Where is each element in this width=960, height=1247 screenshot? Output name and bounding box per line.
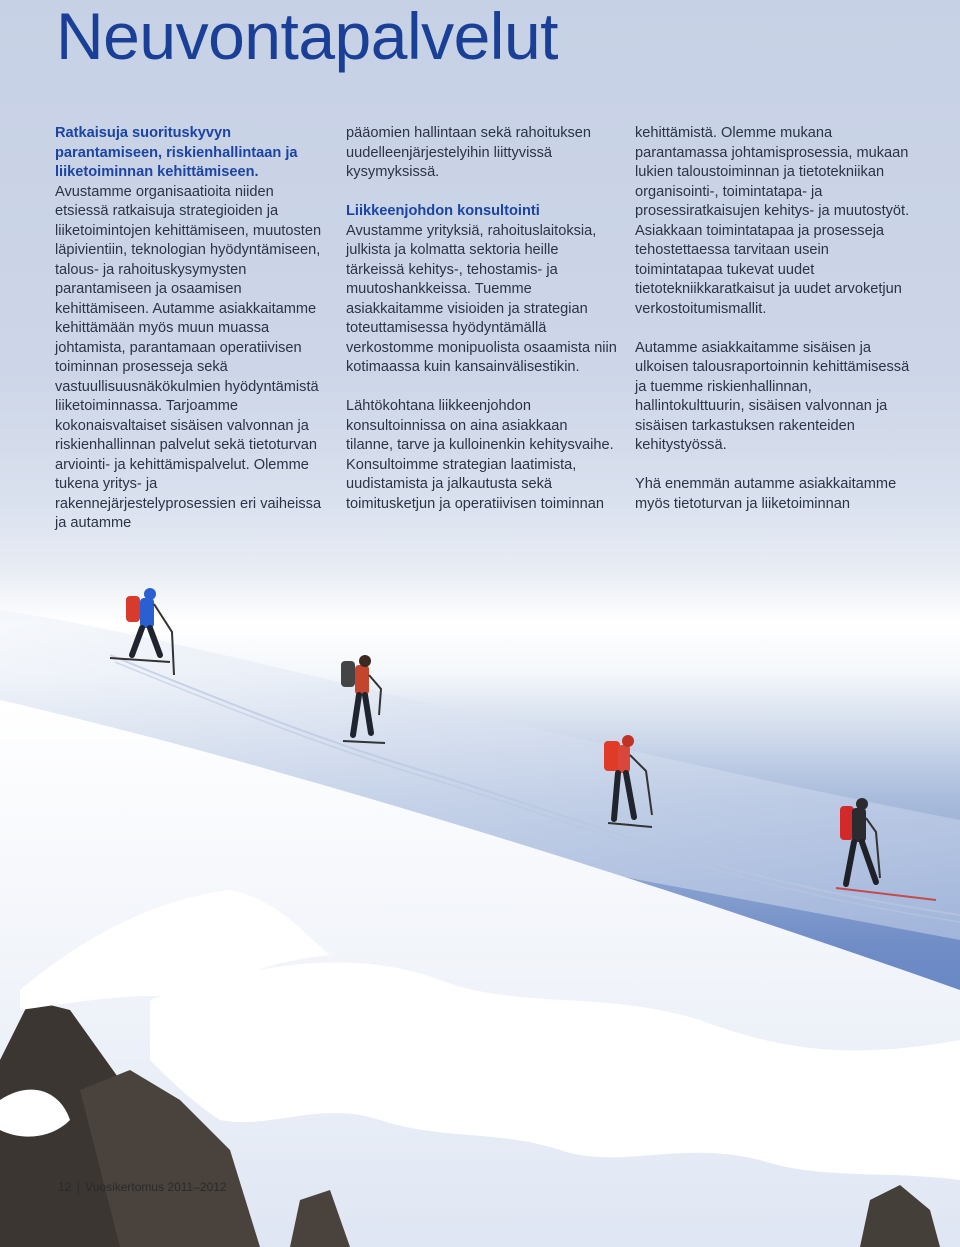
column2-paragraph-1: pääomien hallintaan sekä rahoituksen uudelleenjärjestelyihin liittyvissä kysymyksissä. xyxy=(346,125,592,180)
column3-paragraph-3: Yhä enemmän autamme asiakkaitamme myös tietoturvan ja liiketoiminnan xyxy=(635,476,897,512)
column3-paragraph-2: Autamme asiakkaitamme sisäisen ja ulkoisen talousraportoinnin kehittämisessä ja tuemme riskienhallinnan, hallintokulttuurin, sisäisen valvonnan ja sisäisen tarkastuksen rakenteiden kehitystyössä. xyxy=(635,339,910,453)
column1-paragraph xyxy=(55,124,327,534)
section-heading: Ratkaisuja suorituskyvyn parantamiseen, riskienhallintaan ja liiketoiminnan kehittämiseen. xyxy=(55,125,298,180)
section-heading-consulting: Liikkeenjohdon konsultointi xyxy=(346,203,540,219)
page-title: Neuvontapalvelut xyxy=(56,0,559,73)
publication-name: Vuosikertomus 2011–2012 xyxy=(85,1180,227,1194)
column2-paragraph-2 xyxy=(346,202,618,378)
footer-separator: | xyxy=(76,1180,80,1194)
text-column-3 xyxy=(635,124,910,534)
page-number: 12 xyxy=(58,1180,72,1194)
text-column-1 xyxy=(55,124,327,553)
page-footer xyxy=(58,1180,227,1194)
column1-body: Avustamme organisaatioita niiden etsiessä ratkaisuja strategioiden ja liiketoimintojen kehittämiseen, muutosten läpivientiin, teknologian hyödyntämiseen, talous- ja rahoituskysymysten parantamiseen ja osaamisen kehittämiseen. Autamme asiakkaitamme kehittämään myös muun muassa johtamista, parantamaan operatiivisen toiminnan prosesseja sekä vastuullisuusnäkökulmien hyödyntämistä liiketoiminnassa. Tarjoamme kokonaisvaltaiset sisäisen valvonnan ja riskienhallinnan palvelut sekä tietoturvan arviointi- ja kehittämispalvelut. Olemme tukena yritys- ja rakennejärjestelyprosessien eri vaiheissa ja autamme xyxy=(55,183,322,531)
column2-body: Avustamme yrityksiä, rahoituslaitoksia, julkista ja kolmatta sektoria heille tärkeissä kehitys-, tehostamis- ja muutoshankkeissa. Tuemme asiakkaitamme visioiden ja strategian toteuttamisessa hyödyntämällä verkostomme monipuolista osaamista niin kotimaassa kuin kansainvälisestikin. xyxy=(346,222,617,375)
column2-paragraph-3: Lähtökohtana liikkeenjohdon konsultoinnissa on aina asiakkaan tilanne, tarve ja kulloinenkin kehitysvaihe. Konsultoimme strategian laatimista, uudistamista ja jalkautusta sekä toimitusketjun ja operatiivisen toiminnan xyxy=(346,398,614,512)
text-column-2 xyxy=(346,124,618,534)
column3-paragraph-1: kehittämistä. Olemme mukana parantamassa johtamisprosessia, mukaan lukien taloustoiminnan ja tietotekniikan organisointi-, toimintatapa- ja prosessiratkaisujen kehitys- ja muutostyöt. Asiakkaan toimintatapaa ja prosesseja tehostettaessa tarvitaan usein toimintatapaa tukevat uudet tietotekniikkaratkaisut ja uudet arvoketjun verkostoitumismallit. xyxy=(635,125,910,317)
